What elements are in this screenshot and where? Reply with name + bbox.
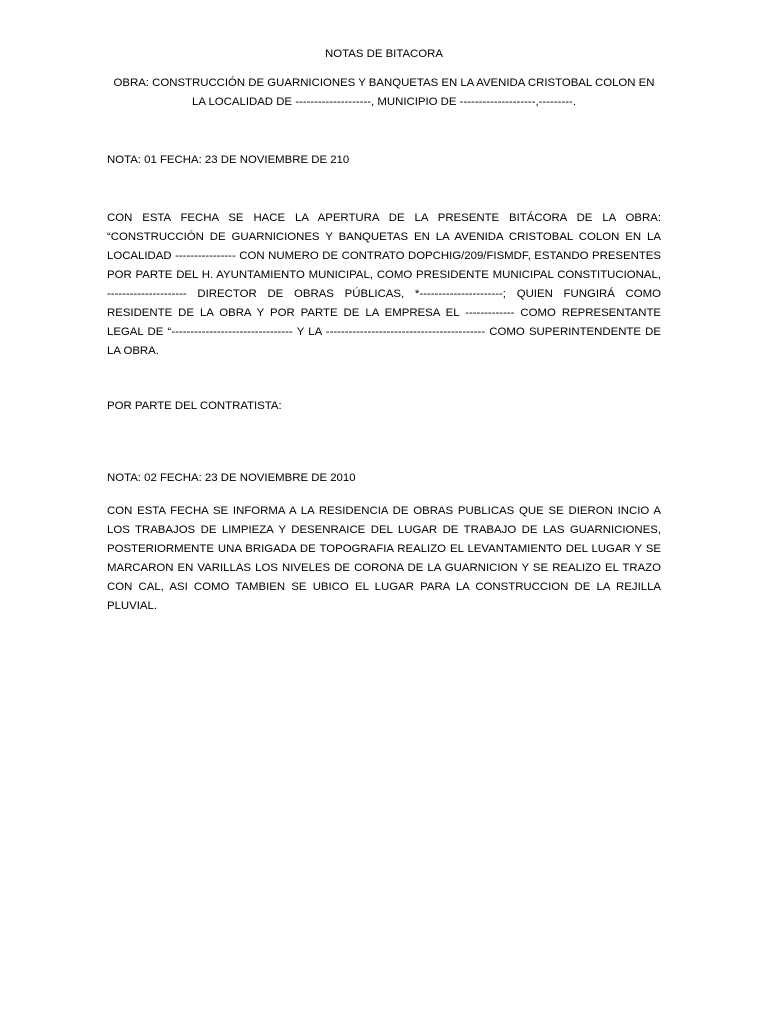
nota-1-body: CON ESTA FECHA SE HACE LA APERTURA DE LA PRESENTE BITÁCORA DE LA OBRA: “CONSTRUCCIÓN DE GUARNICIONES Y BANQUETAS EN LA AVENIDA CRISTOBAL COLON EN LA LOCALIDAD ---------------- CON NUMERO DE CONTRATO DOPCHIG/209/FISMDF, ESTANDO PRESENTES POR PARTE DEL H. AYUNTAMIENTO MUNICIPAL, COMO PRESIDENTE MUNICIPAL CONSTITUCIONAL, --------------------- DIRECTOR DE OBRAS PÚBLICAS, *----------------------; QUIEN FUNGIRÁ COMO RESIDENTE DE LA OBRA Y POR PARTE DE LA EMPRESA EL ------------- COMO REPRESENTANTE LEGAL DE “-------------------------------- Y LA ------------------------------------------ COMO SUPERINTENDENTE DE LA OBRA. bbox=[107, 212, 661, 357]
contratista-label: POR PARTE DEL CONTRATISTA: bbox=[107, 400, 282, 412]
document-title: NOTAS DE BITACORA bbox=[325, 48, 443, 60]
nota-2-header: NOTA: 02 FECHA: 23 DE NOVIEMBRE DE 2010 bbox=[107, 472, 356, 484]
nota-1-header: NOTA: 01 FECHA: 23 DE NOVIEMBRE DE 210 bbox=[107, 154, 350, 166]
obra-line-1: OBRA: CONSTRUCCIÓN DE GUARNICIONES Y BANQUETAS EN LA AVENIDA CRISTOBAL COLON EN bbox=[113, 77, 655, 89]
obra-line-2: LA LOCALIDAD DE --------------------, MUNICIPIO DE --------------------,---------. bbox=[192, 96, 576, 108]
nota-2-body: CON ESTA FECHA SE INFORMA A LA RESIDENCIA DE OBRAS PUBLICAS QUE SE DIERON INCIO A LOS TRABAJOS DE LIMPIEZA Y DESENRAICE DEL LUGAR DE TRABAJO DE LAS GUARNICIONES, POSTERIORMENTE UNA BRIGADA DE TOPOGRAFIA REALIZO EL LEVANTAMIENTO DEL LUGAR Y SE MARCARON EN VARILLAS LOS NIVELES DE CORONA DE LA GUARNICION Y SE REALIZO EL TRAZO CON CAL, ASI COMO TAMBIEN SE UBICO EL LUGAR PARA LA CONSTRUCCION DE LA REJILLA PLUVIAL. bbox=[107, 505, 661, 612]
